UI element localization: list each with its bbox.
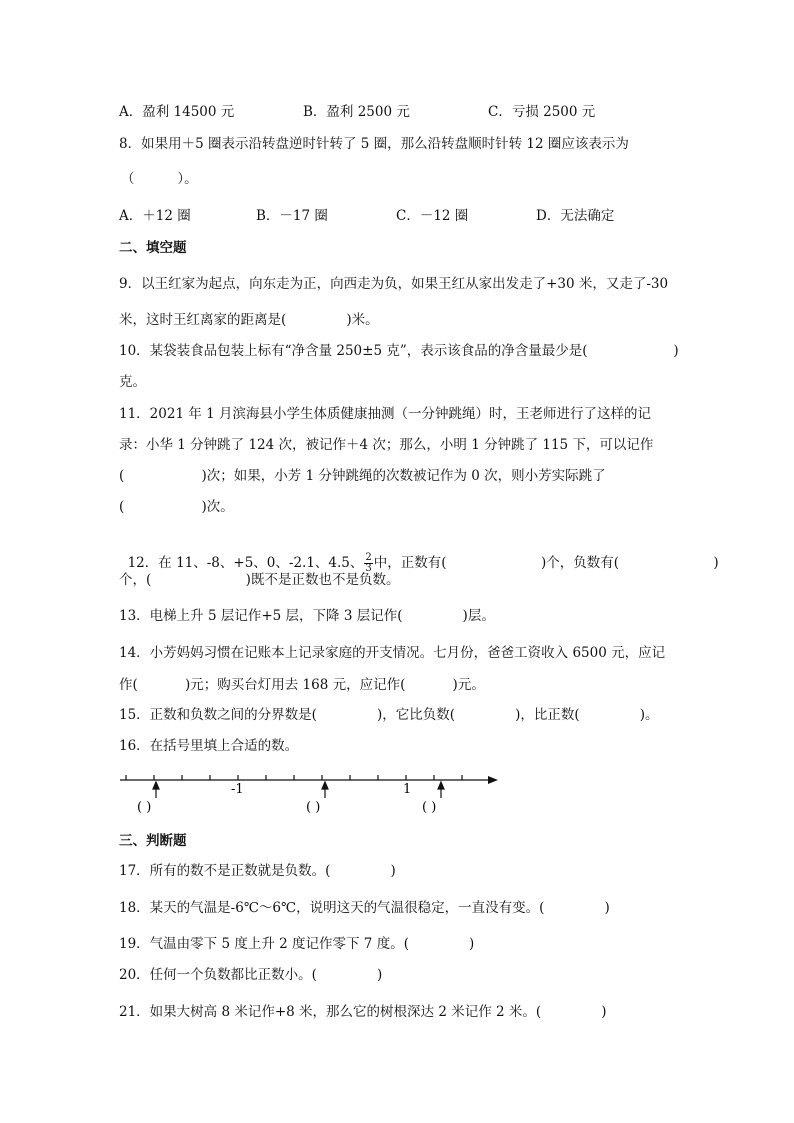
- q10-line2: 克。: [119, 374, 146, 390]
- blank-3: ( ): [422, 800, 437, 815]
- q12-fraction-numerator: 2: [365, 552, 372, 563]
- q8-option-d: D．无法确定: [536, 208, 615, 224]
- q8-option-c: C．－12 圈: [396, 208, 469, 224]
- q12-fraction-denominator: 3: [365, 563, 372, 574]
- q11-line2: 录：小华 1 分钟跳了 124 次，被记作＋4 次；那么，小明 1 分钟跳了 115 下，可以记作: [119, 437, 654, 453]
- q8-option-a: A．＋12 圈: [119, 208, 191, 224]
- q11-line4: ( )次。: [119, 499, 234, 515]
- q10-line1: 10．某袋装食品包装上标有“净含量 250±5 克”，表示该食品的净含量最少是( ): [119, 343, 679, 359]
- number-line: [118, 766, 502, 818]
- q12-after: 中，正数有( )个，负数有( ): [373, 555, 719, 571]
- q19: 19．气温由零下 5 度上升 2 度记作零下 7 度。( ): [119, 936, 475, 952]
- pointer-arrowhead-icon: [153, 782, 159, 789]
- label-minus-one: -1: [231, 782, 244, 797]
- q12-line1: [119, 535, 719, 574]
- q20: 20．任何一个负数都比正数小。( ): [119, 967, 383, 983]
- q14-line1: 14．小芳妈妈习惯在记账本上记录家庭的开支情况。七月份，爸爸工资收入 6500 元，应记: [119, 645, 666, 661]
- blank-2: ( ): [306, 800, 321, 815]
- section-fill-in-title: 二、填空题: [119, 240, 187, 256]
- q9-line1: 9．以王红家为起点，向东走为正，向西走为负，如果王红从家出发走了+30 米，又走了-30: [119, 276, 669, 292]
- q7-option-a: A．盈利 14500 元: [119, 104, 235, 120]
- section-judgment-title: 三、判断题: [119, 833, 187, 849]
- pointer-arrowhead-icon: [438, 782, 444, 789]
- pointer-arrowhead-icon: [322, 782, 328, 789]
- q9-line2: 米，这时王红离家的距离是( )米。: [119, 312, 379, 328]
- q8-stem: 8．如果用＋5 圈表示沿转盘逆时针转了 5 圈，那么沿转盘顺时针转 12 圈应该表示为: [119, 136, 629, 152]
- q17: 17．所有的数不是正数就是负数。( ): [119, 863, 396, 879]
- q13: 13．电梯上升 5 层记作+5 层，下降 3 层记作( )层。: [119, 608, 495, 624]
- q7-option-b: B．盈利 2500 元: [303, 104, 410, 120]
- number-line-arrow-icon: [488, 776, 498, 784]
- q21: 21．如果大树高 8 米记作+8 米，那么它的树根深达 2 米记作 2 米。( ): [119, 1004, 607, 1020]
- q15: 15．正数和负数之间的分界数是( )，它比负数( )，比正数( )。: [119, 707, 659, 723]
- q12-line2: 个，( )既不是正数也不是负数。: [119, 572, 400, 588]
- q7-option-c: C．亏损 2500 元: [488, 104, 596, 120]
- q11-line3: ( )次；如果，小芳 1 分钟跳绳的次数被记作为 0 次，则小芳实际跳了: [119, 468, 606, 484]
- q8-option-b: B．－17 圈: [256, 208, 328, 224]
- q16: 16．在括号里填上合适的数。: [119, 738, 299, 754]
- blank-1: ( ): [137, 800, 152, 815]
- q18: 18．某天的气温是-6℃～6℃，说明这天的气温很稳定，一直没有变。( ): [119, 900, 610, 916]
- q8-blank: （ ）。: [121, 171, 198, 187]
- q12-before: 12．在 11、-8、+5、0、-2.1、4.5、: [127, 555, 364, 571]
- q14-line2: 作( )元；购买台灯用去 168 元，应记作( )元。: [119, 677, 485, 693]
- q11-line1: 11．2021 年 1 月滨海县小学生体质健康抽测（一分钟跳绳）时，王老师进行了这样的记: [119, 406, 651, 422]
- label-one: 1: [403, 782, 412, 797]
